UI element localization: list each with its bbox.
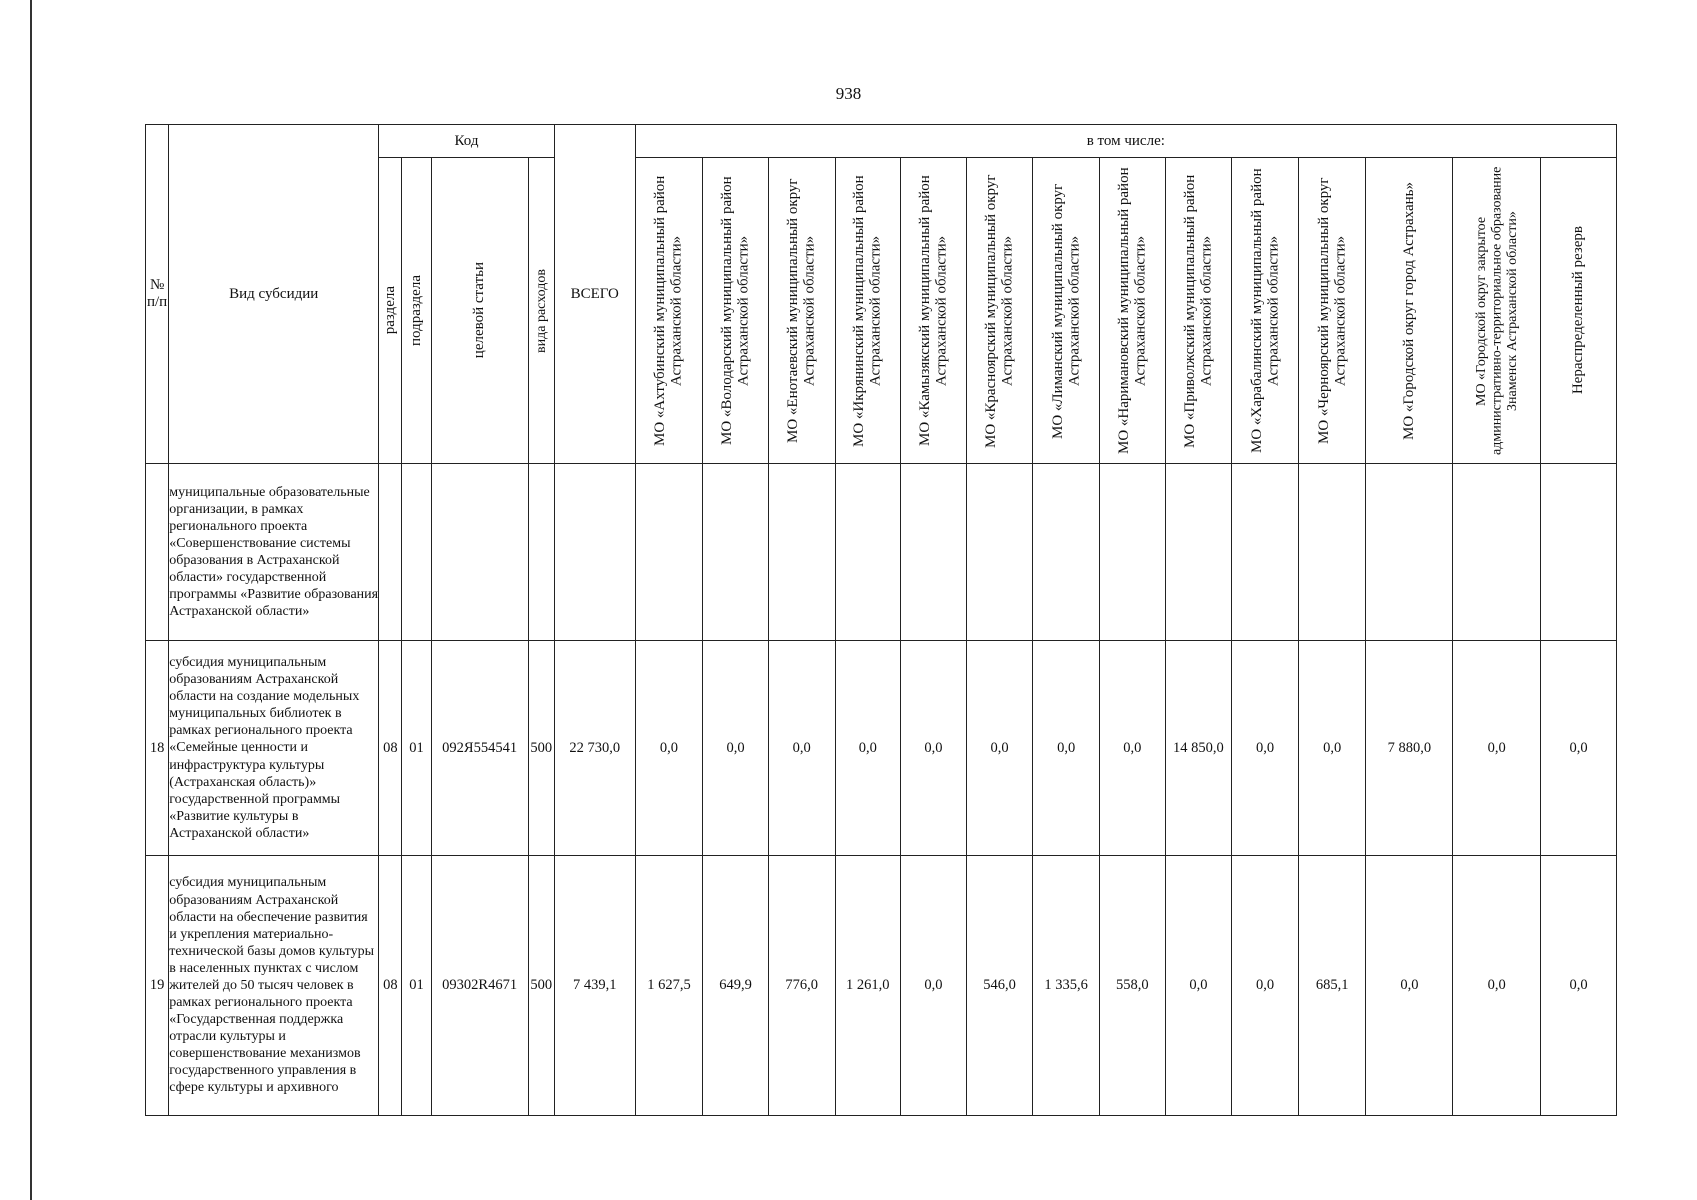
including-header: в том числе: xyxy=(635,125,1616,158)
value-cell xyxy=(1232,464,1299,641)
reserve-header: Нераспределенный резерв xyxy=(1541,158,1617,464)
value-cell: 0,0 xyxy=(1453,641,1541,856)
code-razdel-header: раздела xyxy=(379,158,402,464)
total-cell: 22 730,0 xyxy=(554,641,635,856)
value-cell: 0,0 xyxy=(768,641,835,856)
total-cell: 7 439,1 xyxy=(554,856,635,1116)
value-cell: 0,0 xyxy=(835,641,901,856)
row-num-cell: 19 xyxy=(146,856,169,1116)
code-target-header: целевой статьи xyxy=(431,158,528,464)
total-header: ВСЕГО xyxy=(554,125,635,464)
value-cell: 0,0 xyxy=(1298,641,1366,856)
code-vid-header: вида расходов xyxy=(528,158,554,464)
table-row xyxy=(146,464,1617,641)
value-cell: 0,0 xyxy=(703,641,769,856)
mo-header: МО «Черноярский муниципальный округ Астраханской области» xyxy=(1298,158,1366,464)
value-cell xyxy=(1366,464,1453,641)
vid-cell xyxy=(528,464,554,641)
value-cell: 0,0 xyxy=(1541,641,1617,856)
value-cell xyxy=(635,464,703,641)
value-cell: 776,0 xyxy=(768,856,835,1116)
mo-header: МО «Володарский муниципальный район Астраханской области» xyxy=(703,158,769,464)
row-desc-cell: муниципальные образовательные организации, в рамках регионального проекта «Совершенствование системы образования в Астраханской области» государственной программы «Развитие образования Астраханской области» xyxy=(169,464,379,641)
target-cell xyxy=(431,464,528,641)
value-cell: 0,0 xyxy=(1232,641,1299,856)
vid-cell: 500 xyxy=(528,641,554,856)
value-cell xyxy=(835,464,901,641)
value-cell xyxy=(1298,464,1366,641)
mo-header: МО «Городской округ закрытое административно-территориальное образование Знаменск Астраханской области» xyxy=(1453,158,1541,464)
podrazdel-cell: 01 xyxy=(402,856,431,1116)
value-cell xyxy=(1165,464,1232,641)
code-podrazdel-header: подраздела xyxy=(402,158,431,464)
value-cell: 14 850,0 xyxy=(1165,641,1232,856)
podrazdel-cell: 01 xyxy=(402,641,431,856)
value-cell xyxy=(1099,464,1165,641)
value-cell xyxy=(966,464,1033,641)
value-cell: 0,0 xyxy=(901,856,967,1116)
value-cell: 649,9 xyxy=(703,856,769,1116)
razdel-cell xyxy=(379,464,402,641)
value-cell: 0,0 xyxy=(966,641,1033,856)
mo-header: МО «Енотаевский муниципальный округ Астраханской области» xyxy=(768,158,835,464)
col-type-header: Вид субсидии xyxy=(169,125,379,464)
value-cell: 1 627,5 xyxy=(635,856,703,1116)
mo-header: МО «Ахтубинский муниципальный район Астраханской области» xyxy=(635,158,703,464)
value-cell: 558,0 xyxy=(1099,856,1165,1116)
value-cell xyxy=(1033,464,1100,641)
mo-header: МО «Красноярский муниципальный округ Астраханской области» xyxy=(966,158,1033,464)
mo-header: МО «Камызякский муниципальный район Астраханской области» xyxy=(901,158,967,464)
row-desc-cell: субсидия муниципальным образованиям Астраханской области на создание модельных муниципальных библиотек в рамках регионального проекта «Семейные ценности и инфраструктура культуры (Астраханская область)» государственной программы «Развитие культуры в Астраханской области» xyxy=(169,641,379,856)
value-cell: 685,1 xyxy=(1298,856,1366,1116)
total-cell xyxy=(554,464,635,641)
row-num-cell: 18 xyxy=(146,641,169,856)
mo-header: МО «Приволжский муниципальный район Астраханской области» xyxy=(1165,158,1232,464)
value-cell: 0,0 xyxy=(901,641,967,856)
table-row xyxy=(146,641,1617,856)
mo-header: МО «Лиманский муниципальный округ Астраханской области» xyxy=(1033,158,1100,464)
value-cell xyxy=(703,464,769,641)
razdel-cell: 08 xyxy=(379,641,402,856)
value-cell xyxy=(1541,464,1617,641)
value-cell: 1 335,6 xyxy=(1033,856,1100,1116)
value-cell: 0,0 xyxy=(1366,856,1453,1116)
binder-line xyxy=(30,0,32,1200)
mo-header: МО «Харабалинский муниципальный район Астраханской области» xyxy=(1232,158,1299,464)
row-num-cell xyxy=(146,464,169,641)
podrazdel-cell xyxy=(402,464,431,641)
razdel-cell: 08 xyxy=(379,856,402,1116)
mo-header: МО «Икрянинский муниципальный район Астраханской области» xyxy=(835,158,901,464)
mo-header: МО «Наримановский муниципальный район Астраханской области» xyxy=(1099,158,1165,464)
value-cell: 0,0 xyxy=(1099,641,1165,856)
subsidy-table xyxy=(145,124,1617,1116)
value-cell: 0,0 xyxy=(1541,856,1617,1116)
mo-header: МО «Городской округ город Астрахань» xyxy=(1366,158,1453,464)
target-cell: 092Я554541 xyxy=(431,641,528,856)
col-num-header: № п/п xyxy=(146,125,169,464)
code-group-header: Код xyxy=(379,125,555,158)
target-cell: 09302R4671 xyxy=(431,856,528,1116)
value-cell xyxy=(901,464,967,641)
vid-cell: 500 xyxy=(528,856,554,1116)
row-desc-cell: субсидия муниципальным образованиям Астраханской области на обеспечение развития и укрепления материально-технической базы домов культуры в населенных пунктах с числом жителей до 50 тысяч человек в рамках регионального проекта «Государственная поддержка отрасли культуры и совершенствование механизмов государственного управления в сфере культуры и архивного xyxy=(169,856,379,1116)
value-cell: 546,0 xyxy=(966,856,1033,1116)
value-cell xyxy=(1453,464,1541,641)
value-cell: 0,0 xyxy=(1453,856,1541,1116)
value-cell: 0,0 xyxy=(635,641,703,856)
value-cell: 1 261,0 xyxy=(835,856,901,1116)
value-cell: 0,0 xyxy=(1033,641,1100,856)
value-cell: 0,0 xyxy=(1232,856,1299,1116)
value-cell: 0,0 xyxy=(1165,856,1232,1116)
value-cell: 7 880,0 xyxy=(1366,641,1453,856)
table-row xyxy=(146,856,1617,1116)
value-cell xyxy=(768,464,835,641)
page-number: 938 xyxy=(835,84,862,103)
